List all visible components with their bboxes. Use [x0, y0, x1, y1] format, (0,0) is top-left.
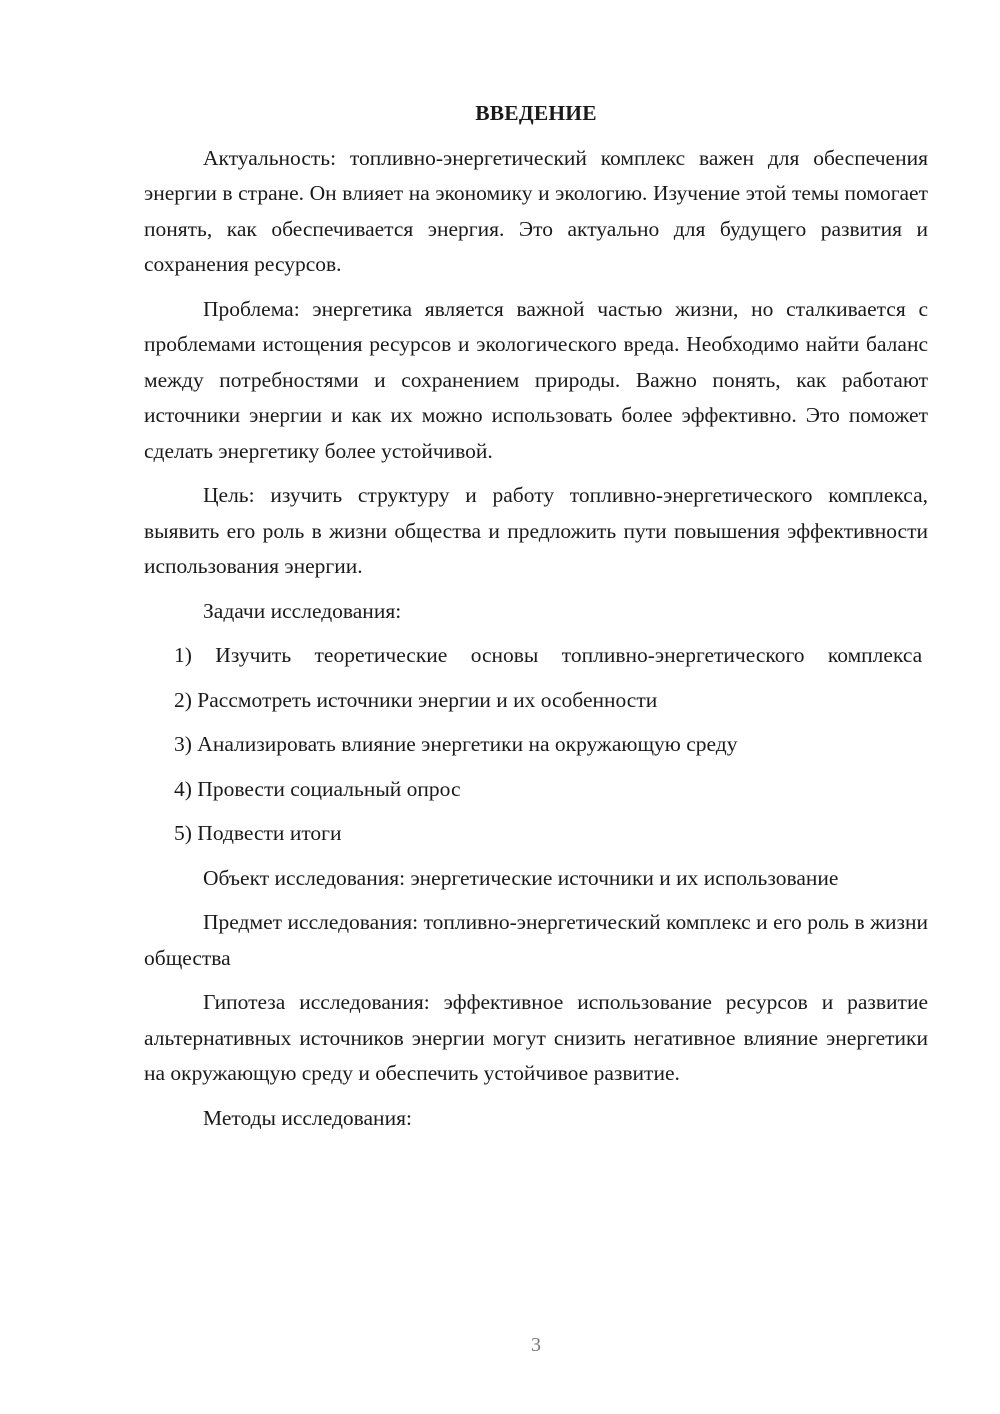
task-item [174, 816, 928, 852]
task-text: Подвести итоги [197, 821, 342, 845]
task-number: 1) [174, 643, 192, 667]
task-item [174, 727, 928, 763]
task-text: Изучить теоретические основы топливно-энергетического комплекса [215, 643, 923, 667]
paragraph-relevance: Актуальность: топливно-энергетический комплекс важен для обеспечения энергии в стране. Он влияет на экономику и экологию. Изучение этой темы помогает понять, как обеспечивается энергия. Это актуально для будущего развития и сохранения ресурсов. [144, 145, 928, 276]
task-item [174, 683, 928, 719]
paragraph-subject: Предмет исследования: топливно-энергетический комплекс и его роль в жизни общества [144, 910, 928, 970]
task-text: Анализировать влияние энергетики на окружающую среду [197, 732, 738, 756]
page-content [144, 96, 928, 1145]
task-number: 2) [174, 687, 192, 712]
task-text: Провести социальный опрос [197, 776, 461, 801]
paragraph-object: Объект исследования: энергетические источники и их использование [203, 865, 839, 890]
task-item [144, 638, 928, 674]
paragraph-hypothesis: Гипотеза исследования: эффективное использование ресурсов и развитие альтернативных источников энергии могут снизить негативное влияние энергетики на окружающую среду и обеспечить устойчивое развитие. [144, 990, 928, 1085]
methods-heading: Методы исследования: [203, 1105, 412, 1130]
task-item [174, 772, 928, 808]
page-title: ВВЕДЕНИЕ [475, 101, 597, 125]
tasks-heading: Задачи исследования: [203, 598, 402, 623]
task-number: 5) [174, 821, 192, 845]
task-number: 4) [174, 776, 192, 801]
task-text: Рассмотреть источники энергии и их особенности [197, 687, 658, 712]
paragraph-goal: Цель: изучить структуру и работу топливно-энергетического комплекса, выявить его роль в жизни общества и предложить пути повышения эффективности использования энергии. [144, 483, 928, 578]
task-number: 3) [174, 732, 192, 756]
page-number: 3 [531, 1334, 541, 1356]
paragraph-problem: Проблема: энергетика является важной частью жизни, но сталкивается с проблемами истощения ресурсов и экологического вреда. Необходимо найти баланс между потребностями и сохранением природы. Важно понять, как работают источники энергии и как их можно использовать более эффективно. Это поможет сделать энергетику более устойчивой. [144, 296, 928, 463]
